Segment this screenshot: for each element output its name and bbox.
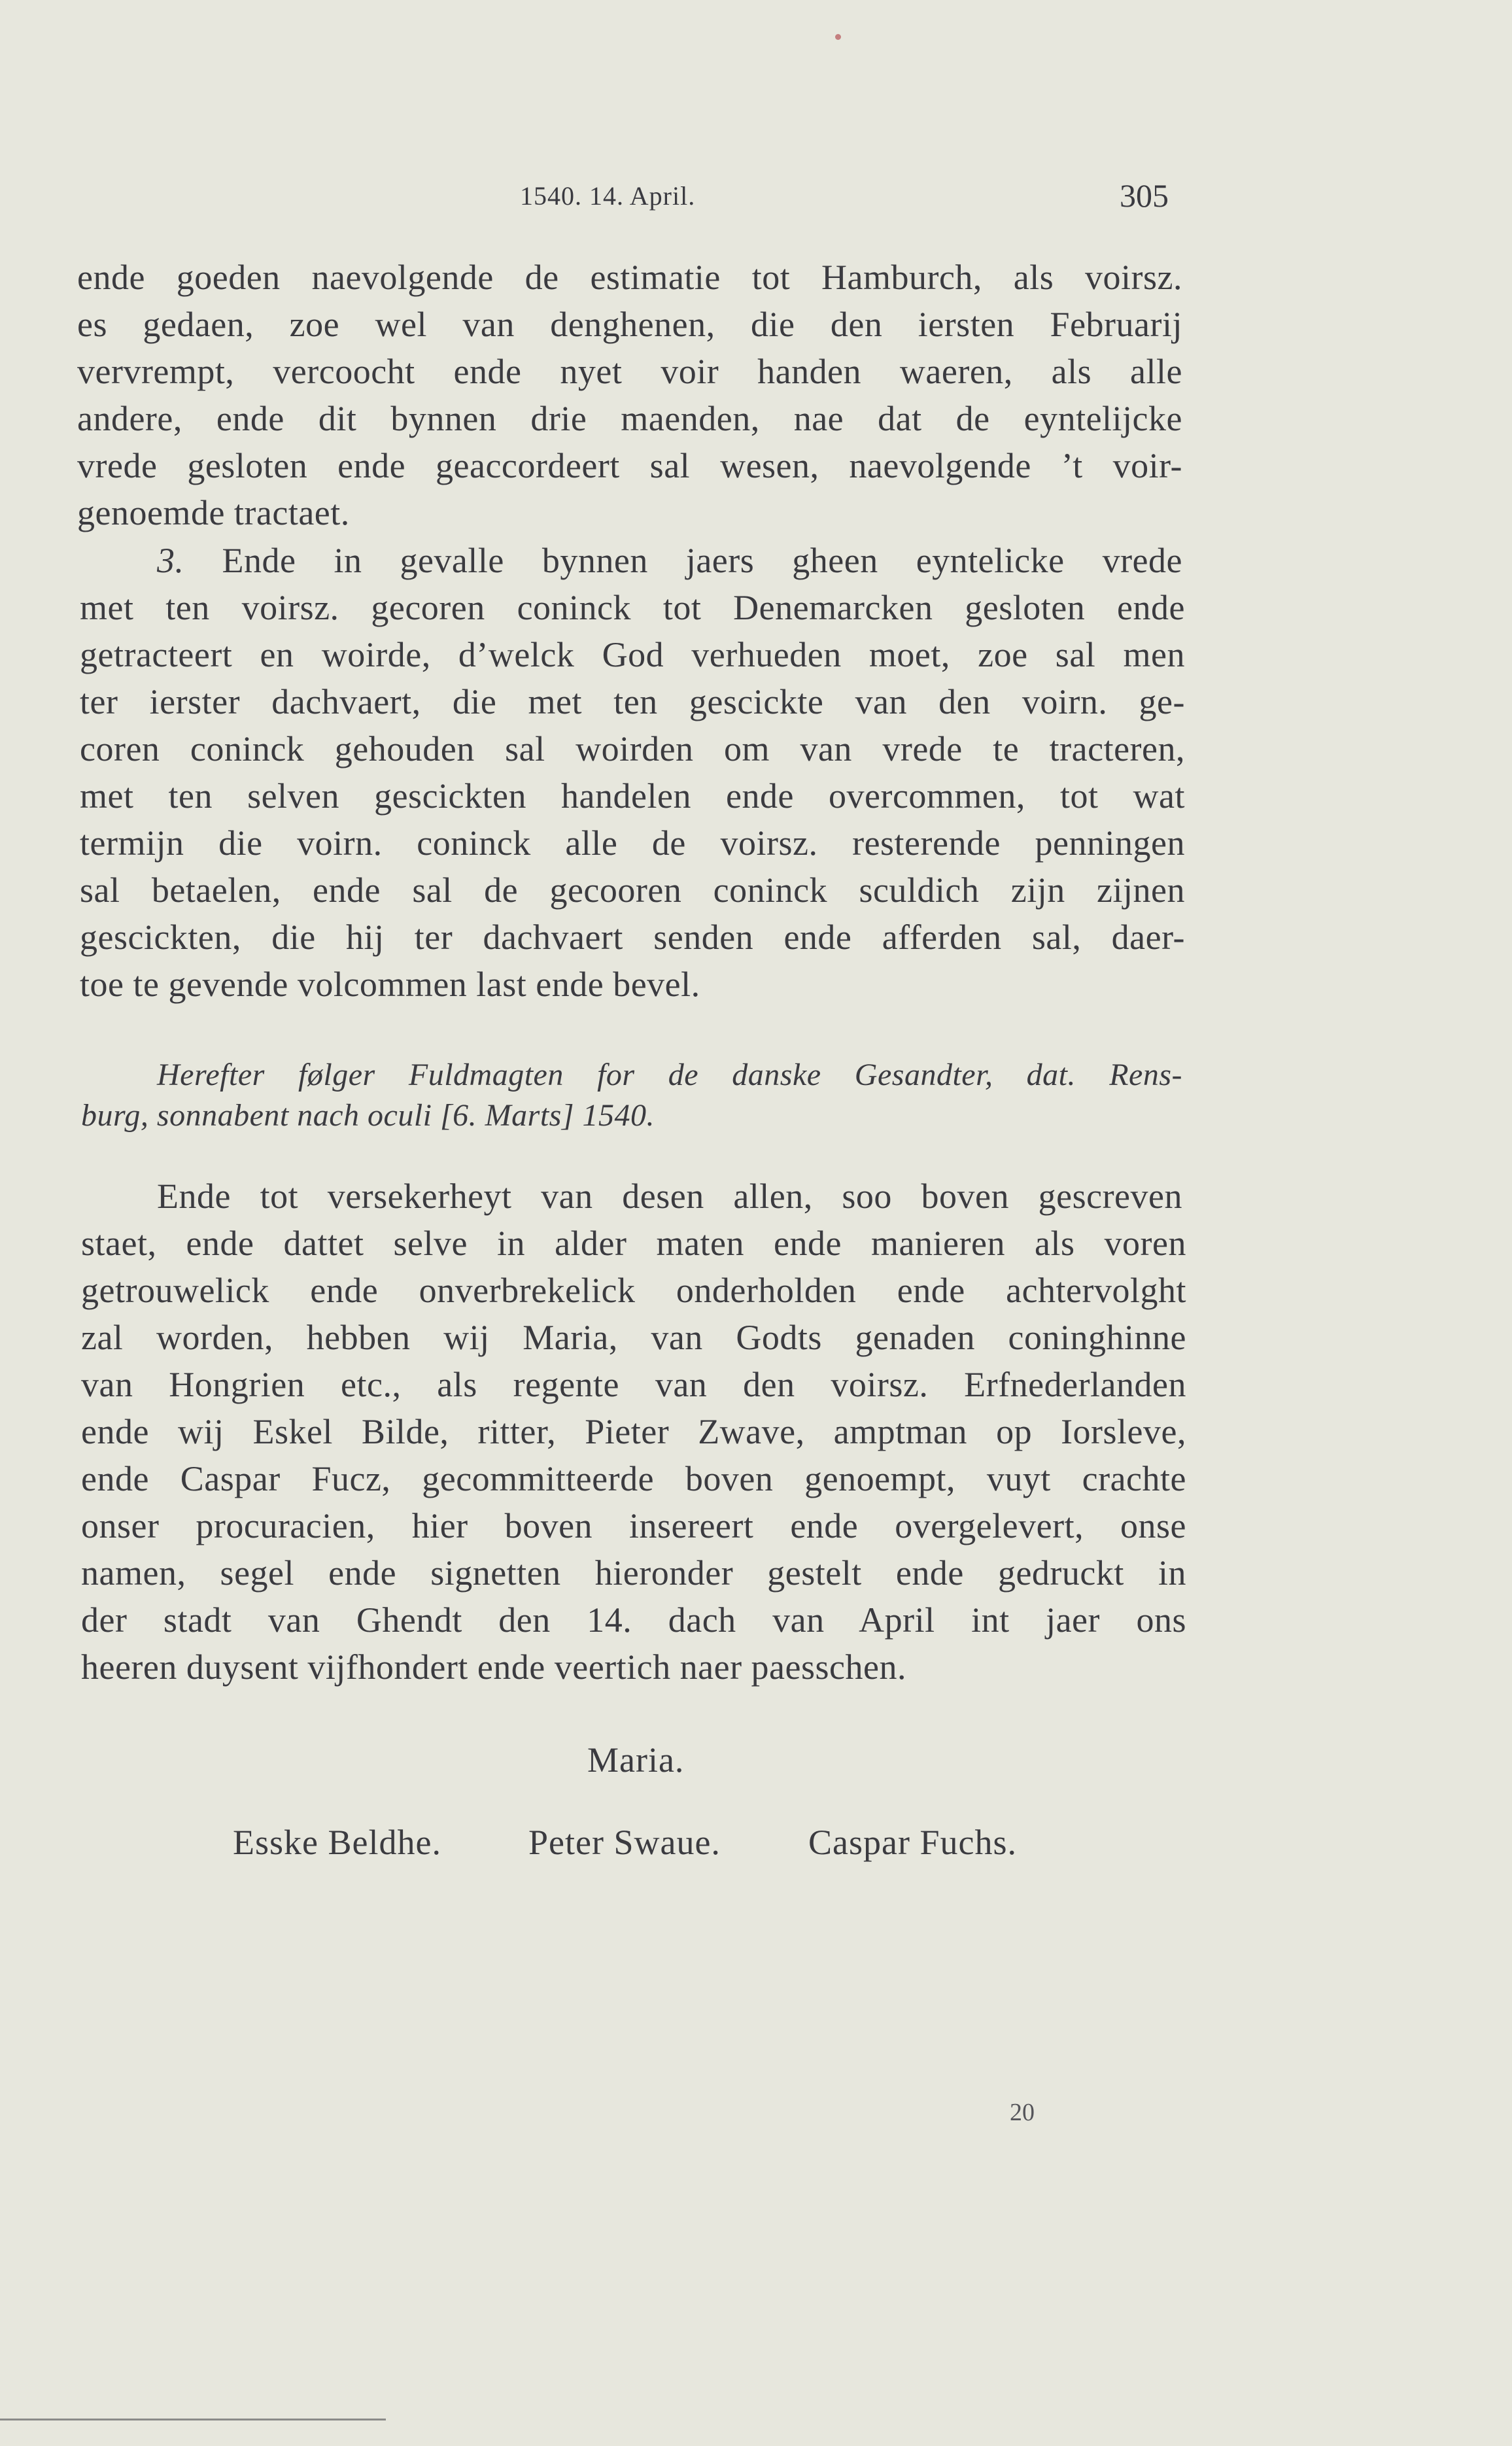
text-line: heeren duysent vijfhondert ende veertich naer paesschen.: [81, 1647, 906, 1687]
text-line: genoemde tractaet.: [77, 493, 350, 532]
text-line: staet, ende dattet selve in alder maten ende manieren als voren: [81, 1224, 1186, 1263]
text-line: gescickten, die hij ter dachvaert senden ende afferden sal, daer-: [80, 918, 1185, 957]
text-line: der stadt van Ghendt den 14. dach van April int jaer ons: [81, 1600, 1186, 1640]
text-line: zal worden, hebben wij Maria, van Godts genaden coninghinne: [81, 1318, 1186, 1357]
running-header-date: 1540. 14. April.: [520, 181, 696, 211]
text-line: sal betaelen, ende sal de gecooren coninck sculdich zijn zijnen: [80, 870, 1185, 910]
text-line: coren coninck gehouden sal woirden om van vrede te tracteren,: [80, 729, 1185, 768]
note-line: Herefter følger Fuldmagten for de danske Gesandter, dat. Rens-: [157, 1058, 1182, 1092]
text-line: onser procuracien, hier boven insereert ende overgelevert, onse: [81, 1506, 1186, 1545]
text-line: vrede gesloten ende geaccordeert sal wesen, naevolgende ’t voir-: [77, 446, 1182, 485]
signature-envoy-3: Caspar Fuchs.: [808, 1823, 1017, 1862]
page-number: 305: [1120, 177, 1169, 214]
text-line-first: [157, 540, 1182, 581]
text-line: getracteert en woirde, d’welck God verhueden moet, zoe sal men: [80, 635, 1185, 674]
text-line: getrouwelick ende onverbrekelick onderholden ende achtervolght: [81, 1271, 1186, 1310]
text-line: vervrempt, vercoocht ende nyet voir handen waeren, als alle: [77, 352, 1182, 391]
note-line: burg, sonnabent nach oculi [6. Marts] 1540.: [81, 1098, 655, 1133]
signature-envoy-2: Peter Swaue.: [528, 1823, 721, 1862]
text-line: es gedaen, zoe wel van denghenen, die den iersten Februarij: [77, 305, 1182, 344]
ink-speck: [835, 34, 841, 40]
text-line: termijn die voirn. coninck alle de voirsz. resterende penningen: [80, 823, 1185, 863]
text-line: ende goeden naevolgende de estimatie tot Hamburch, als voirsz.: [77, 258, 1182, 297]
text-line: ende wij Eskel Bilde, ritter, Pieter Zwave, amptman op Iorsleve,: [81, 1412, 1186, 1451]
section-number: 3.: [157, 541, 184, 580]
text-line: met ten selven gescickten handelen ende overcommen, tot wat: [80, 776, 1185, 816]
signature-envoy-1: Esske Beldhe.: [233, 1823, 441, 1862]
signature-mark: 20: [1010, 2099, 1035, 2126]
text-line: ende Caspar Fucz, gecommitteerde boven genoempt, vuyt crachte: [81, 1459, 1186, 1498]
text-line: van Hongrien etc., als regente van den voirsz. Erfnederlanden: [81, 1365, 1186, 1404]
text-line: ter ierster dachvaert, die met ten gescickte van den voirn. ge-: [80, 682, 1185, 721]
text-line: andere, ende dit bynnen drie maenden, nae dat de eyntelijcke: [77, 399, 1182, 438]
text-line: namen, segel ende signetten hieronder gestelt ende gedruckt in: [81, 1553, 1186, 1593]
signature-regent: Maria.: [587, 1740, 685, 1780]
text-line: toe te gevende volcommen last ende bevel.: [80, 965, 700, 1004]
text-span: Ende in gevalle bynnen jaers gheen eyntelicke vrede: [222, 541, 1182, 580]
bottom-rule: [0, 2419, 386, 2420]
text-line: Ende tot versekerheyt van desen allen, soo boven gescreven: [157, 1177, 1182, 1216]
text-line: met ten voirsz. gecoren coninck tot Denemarcken gesloten ende: [80, 588, 1185, 627]
